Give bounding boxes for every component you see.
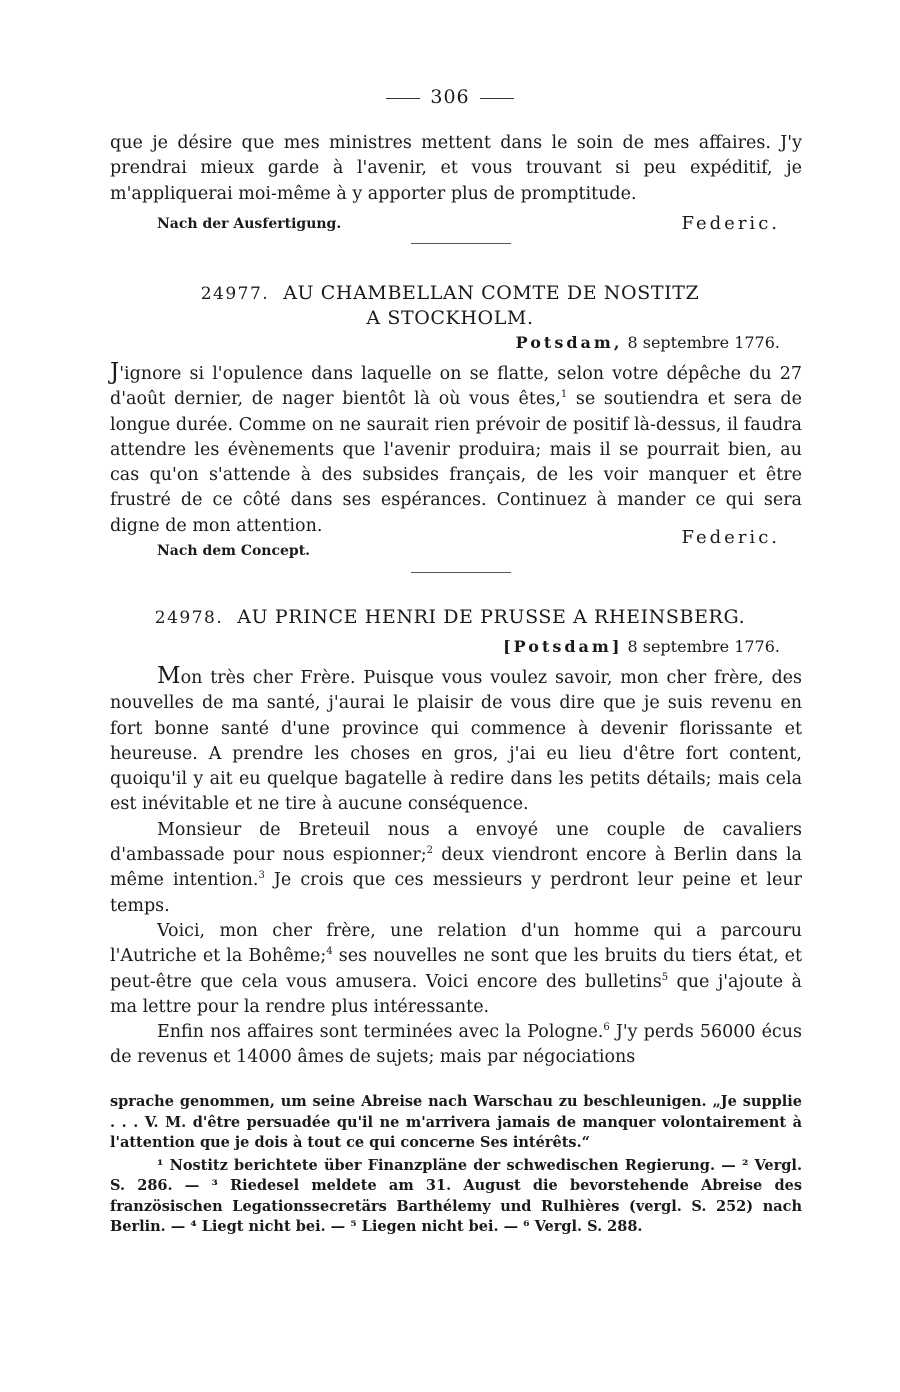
letter-24977-dateline bbox=[516, 333, 780, 352]
separator-rule-2 bbox=[411, 572, 511, 573]
prev-letter-source: Nach der Ausfertigung. bbox=[157, 216, 342, 232]
page-number-dash-right bbox=[480, 98, 514, 99]
letter-24978-initial: M bbox=[157, 663, 181, 689]
letter-24978-paragraph-1 bbox=[110, 664, 802, 818]
footnote-ref-5: 5 bbox=[661, 971, 669, 983]
letter-24977-number: 24977. bbox=[200, 284, 270, 304]
letter-24977-date-place: Potsdam, bbox=[515, 333, 623, 352]
letter-24978-body bbox=[110, 664, 802, 1071]
prev-letter-text bbox=[110, 131, 802, 207]
letter-24978-heading bbox=[0, 605, 900, 631]
letter-24977-paragraph bbox=[110, 360, 802, 539]
letter-24977-body bbox=[110, 360, 802, 539]
letter-24978-p3-b: ses nouvelles ne sont que les bruits du tiers état, et peut-être que cela vous amusera. Voici encore des bulletins bbox=[110, 946, 802, 992]
footnote-ref-1: 1 bbox=[560, 389, 568, 401]
letter-24977-body-a: 'ignore si l'opulence dans laquelle on se flatte, selon votre dépêche du 27 d'août dernier, de nager bientôt là où vous êtes, bbox=[110, 364, 802, 410]
letter-24977-heading bbox=[0, 281, 900, 307]
letter-24978-p4-b: J'y perds 56000 écus de revenus et 14000 âmes de sujets; mais par négociations bbox=[110, 1022, 802, 1068]
footnote-ref-3: 3 bbox=[258, 870, 265, 882]
letter-24978-p2-c: Je crois que ces messieurs y perdront leur peine et leur temps. bbox=[110, 870, 802, 916]
letter-24977-date-text: 8 septembre 1776. bbox=[627, 333, 780, 352]
footnote-list: ¹ Nostitz berichtete über Finanzpläne der schwedischen Regierung. — ² Vergl. S. 286. — ³ Riedesel meldete am 31. August die bevorstehende Abreise des französischen Legationssecretärs Barthélemy und Rulhières (vergl. S. 252) nach Berlin. — ⁴ Liegt nicht bei. — ⁵ Liegen nicht bei. — ⁶ Vergl. S. 288. bbox=[110, 1156, 802, 1235]
page-number-dash-left bbox=[386, 98, 420, 99]
letter-24978-date-text: 8 septembre 1776. bbox=[627, 637, 780, 656]
letter-24978-p4-a: Enfin nos affaires sont terminées avec la Pologne. bbox=[157, 1022, 604, 1043]
prev-letter-paragraph: que je désire que mes ministres mettent dans le soin de mes affaires. J'y prendrai mieux garde à l'avenir, et vous trouvant si peu expéditif, je m'appliquerai moi-même à y apporter plus de promptitude. bbox=[110, 133, 802, 204]
page-number-text: 306 bbox=[430, 86, 470, 108]
letter-24977-initial: J bbox=[110, 359, 120, 385]
letter-24977-body-b: se soutiendra et sera de longue durée. Comme on ne saurait rien prévoir de positif là-dessus, il faudra attendre les évènements que l'avenir produira; mais il se pourrait bien, au cas qu'on s'attende à des subsides français, de les voir manquer et être frustré de ce côté dans ses espérances. Continuez à mander ce qui sera digne de mon attention. bbox=[110, 389, 802, 536]
letter-24978-p1-text: on très cher Frère. Puisque vous voulez savoir, mon cher frère, des nouvelles de ma santé, j'aurai le plaisir de vous dire que je suis revenu en fort bonne santé d'une province qui commence à devenir florissante et heureuse. A prendre les choses en gros, j'ai eu lieu d'être fort content, quoiqu'il y ait eu quelque bagatelle à redire dans les petits détails; mais cela est inévitable et ne tire à aucune conséquence. bbox=[110, 668, 802, 815]
footnote-ref-4: 4 bbox=[326, 946, 333, 958]
footnote-ref-6: 6 bbox=[603, 1022, 610, 1034]
prev-letter-signature: Federic. bbox=[681, 213, 780, 234]
letter-24978-paragraph-3 bbox=[110, 919, 802, 1020]
page-number bbox=[0, 86, 900, 108]
letter-24978-p2-a: Monsieur de Breteuil nous a envoyé une couple de cavaliers d'ambassade pour nous espionner; bbox=[110, 819, 802, 866]
letter-24977-heading-line2: A STOCKHOLM. bbox=[366, 307, 534, 329]
footnotes-section bbox=[110, 1092, 802, 1238]
letter-24978-paragraph-2 bbox=[110, 818, 802, 919]
letter-24978-heading-line1: AU PRINCE HENRI DE PRUSSE A RHEINSBERG. bbox=[237, 606, 746, 628]
letter-24978-number: 24978. bbox=[154, 608, 224, 628]
letter-24977-source: Nach dem Concept. bbox=[157, 543, 311, 559]
letter-24978-dateline bbox=[503, 637, 780, 656]
separator-rule-1 bbox=[411, 243, 511, 244]
letter-24978-paragraph-4 bbox=[110, 1020, 802, 1071]
letter-24977-signature: Federic. bbox=[681, 527, 780, 548]
footnote-ref-2: 2 bbox=[426, 845, 433, 857]
letter-24978-p3-a: Voici, mon cher frère, une relation d'un homme qui a parcouru l'Autriche et la Bohême; bbox=[110, 920, 802, 967]
letter-24977-heading-line1: AU CHAMBELLAN COMTE DE NOSTITZ bbox=[283, 282, 700, 304]
letter-24978-p2-b: deux viendront encore à Berlin dans la même intention. bbox=[110, 845, 802, 891]
letter-24978-p3-c: que j'ajoute à ma lettre pour la rendre plus intéressante. bbox=[110, 971, 802, 1017]
footnote-carry-over: sprache genommen, um seine Abreise nach Warschau zu beschleunigen. „Je supplie . . . V. M. d'être persuadée qu'il ne m'arrivera jamais de manquer volontairement à l'attention que je dois à tout ce qui concerne Ses intérêts.“ bbox=[110, 1093, 802, 1151]
letter-24978-date-place: [Potsdam] bbox=[503, 637, 623, 656]
